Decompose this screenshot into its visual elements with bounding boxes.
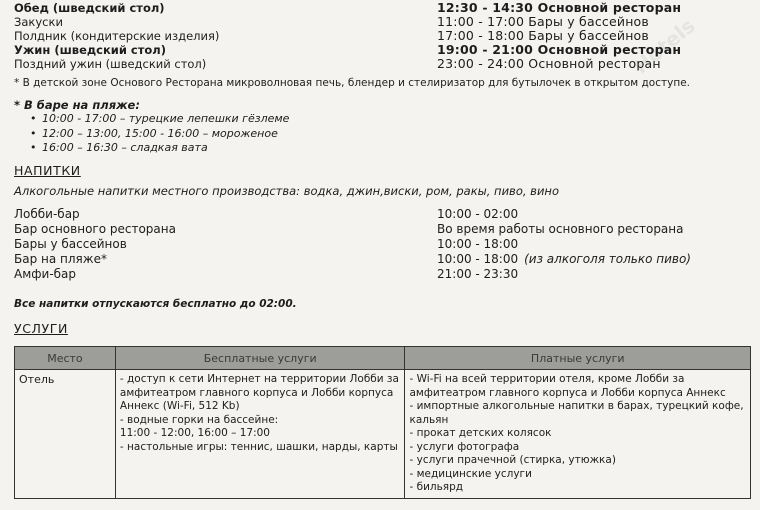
- drinks-heading: НАПИТКИ: [14, 163, 81, 178]
- column-header: Бесплатные услуги: [115, 347, 405, 370]
- bar-name: Бар на пляже*: [14, 252, 107, 266]
- meal-time: 11:00 - 17:00 Бары у бассейнов: [437, 14, 649, 29]
- list-item: • 12:00 – 13:00, 15:00 - 16:00 – мороженое: [30, 127, 289, 142]
- list-item: - Wi-Fi на всей территории отеля, кроме Лобби за амфитеатром главного корпуса и Лобби корпуса Аннекс: [409, 373, 726, 399]
- column-header: Место: [15, 347, 116, 370]
- meal-name: Полдник (кондитерские изделия): [14, 29, 220, 43]
- meal-time: 17:00 - 18:00 Бары у бассейнов: [437, 28, 649, 43]
- bar-hours: 21:00 - 23:30: [437, 267, 519, 281]
- list-item: - бильярд: [409, 481, 464, 493]
- bar-hours: 10:00 - 18:00: [437, 237, 519, 251]
- beach-bar-list: [30, 112, 289, 156]
- list-item: • 10:00 - 17:00 – турецкие лепешки гёзлеме: [30, 112, 289, 127]
- beach-bar-title: * В баре на пляже:: [14, 98, 140, 112]
- meal-name: Поздний ужин (шведский стол): [14, 57, 207, 71]
- place-cell: Отель: [15, 370, 116, 499]
- bar-hours: Во время работы основного ресторана: [437, 222, 684, 236]
- list-item: - импортные алкогольные напитки в барах, турецкий кофе, кальян: [409, 400, 744, 426]
- free-services-cell: [115, 370, 405, 499]
- meal-time: 23:00 - 24:00 Основной ресторан: [437, 56, 661, 71]
- meal-time: 19:00 - 21:00 Основной ресторан: [437, 42, 682, 57]
- table-row: [15, 370, 751, 499]
- drinks-free-note: Все напитки отпускаются бесплатно до 02:00.: [14, 298, 297, 310]
- list-item: - услуги фотографа: [409, 440, 520, 453]
- meal-name: Ужин (шведский стол): [14, 43, 166, 57]
- list-item: • 16:00 – 16:30 – сладкая вата: [30, 141, 289, 156]
- paid-services-cell: [405, 370, 751, 499]
- list-item: - настольные игры: теннис, шашки, нарды, карты: [119, 440, 398, 453]
- list-item: - медицинские услуги: [409, 467, 532, 480]
- bar-note: (из алкоголя только пиво): [524, 252, 691, 266]
- services-table: [14, 346, 751, 499]
- list-item: - доступ к сети Интернет на территории Лобби за амфитеатром главного корпуса и Лобби корпуса Аннекс (Wi-Fi, 512 Kb): [119, 373, 399, 412]
- bar-hours: 10:00 - 18:00: [437, 252, 519, 266]
- column-header: Платные услуги: [405, 347, 751, 370]
- services-heading: УСЛУГИ: [14, 321, 68, 336]
- meal-name: Закуски: [14, 15, 63, 29]
- list-item: - прокат детских колясок: [409, 427, 552, 439]
- bar-name: Лобби-бар: [14, 207, 80, 221]
- drinks-intro: Алкогольные напитки местного производства: водка, джин,виски, ром, ракы, пиво, вино: [14, 184, 559, 198]
- kids-zone-note: * В детской зоне Основого Ресторана микроволновая печь, блендер и стелиризатор для бутылочек в открытом доступе.: [14, 77, 690, 89]
- watermark: Hotels: [628, 13, 700, 79]
- list-item: - услуги прачечной (стирка, утюжка): [409, 454, 616, 466]
- bar-hours: 10:00 - 02:00: [437, 207, 519, 221]
- meal-time: 12:30 - 14:30 Основной ресторан: [437, 0, 682, 15]
- list-item: 11:00 - 12:00, 16:00 – 17:00: [119, 427, 270, 439]
- table-header-row: [15, 347, 751, 370]
- bar-name: Бар основного ресторана: [14, 222, 176, 236]
- bar-name: Бары у бассейнов: [14, 237, 127, 251]
- meal-name: Обед (шведский стол): [14, 1, 165, 15]
- bar-name: Амфи-бар: [14, 267, 77, 281]
- list-item: - водные горки на бассейне:: [119, 413, 279, 426]
